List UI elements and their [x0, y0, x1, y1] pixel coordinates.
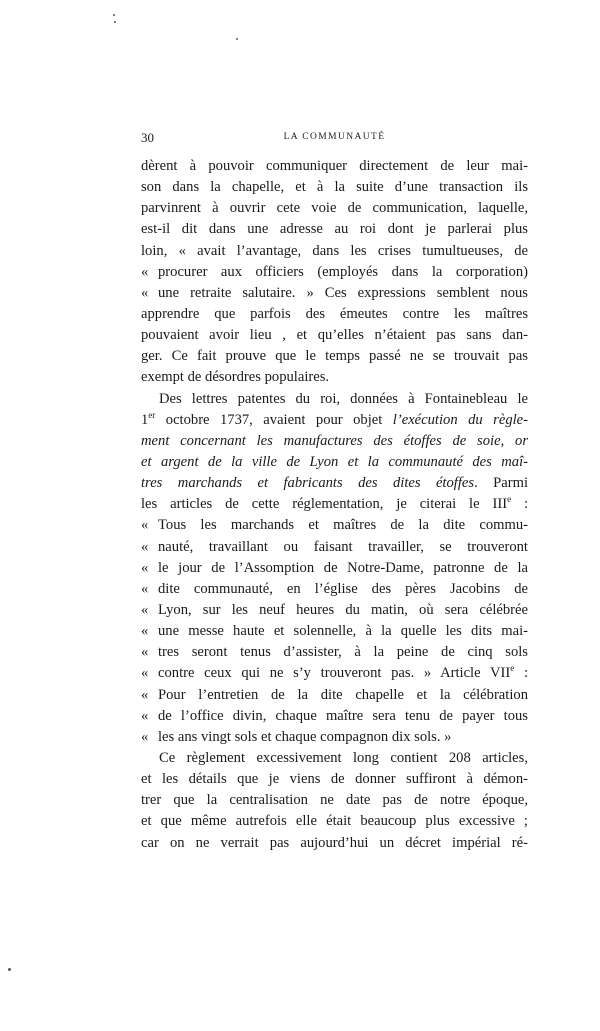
- italic-run: ment concernant les manufactures des étoffes de soie, or: [141, 432, 528, 449]
- quote-text: de l’office divin, chaque maître sera tenu de payer tous: [158, 707, 528, 724]
- quote-text: une messe haute et solennelle, à la quelle les dits mai-: [158, 623, 528, 640]
- text-run: octobre 1737, avaient pour objet: [155, 411, 393, 428]
- quote-mark: «: [141, 284, 149, 301]
- quote-text: Lyon, sur les neuf heures du matin, où sera célébrée: [158, 601, 528, 618]
- text-line: et les détails que je viens de donner suffiront à démon-: [141, 771, 528, 788]
- quote-mark: «: [141, 580, 149, 597]
- quote-mark: «: [141, 538, 149, 555]
- text-line: [141, 473, 528, 494]
- scan-speck: [114, 21, 116, 23]
- text-line: trer que la centralisation ne date pas de notre époque,: [141, 792, 528, 809]
- quote-text: Tous les marchands et maîtres de la dite commu-: [158, 517, 528, 534]
- text-run: :: [511, 496, 528, 513]
- text-line: est-il dit dans une adresse au roi dont je parlerai plus: [141, 221, 528, 238]
- quote-line: [141, 727, 528, 748]
- text-line: [141, 410, 528, 431]
- text-run: . Parmi: [474, 475, 528, 492]
- text-line: loin, « avait l’avantage, dans les crises tumultueuses, de: [141, 242, 528, 259]
- text-line: car on ne verrait pas aujourd’hui un décret impérial ré-: [141, 834, 528, 851]
- superscript: er: [148, 409, 156, 420]
- text-line: son dans la chapelle, et à la suite d’une transaction ils: [141, 179, 528, 196]
- quote-line: [141, 537, 528, 558]
- quote-mark: «: [141, 707, 149, 724]
- quote-mark: «: [141, 644, 149, 661]
- quote-line: [141, 283, 528, 304]
- quote-mark: «: [141, 517, 149, 534]
- quote-line: [141, 579, 528, 600]
- superscript: e: [510, 663, 515, 674]
- text-line: dèrent à pouvoir communiquer directement de leur mai-: [141, 158, 528, 174]
- quote-mark: «: [141, 263, 149, 280]
- quote-text: procurer aux officiers (employés dans la corporation): [158, 263, 528, 280]
- text-line: et que même autrefois elle était beaucoup plus excessive ;: [141, 813, 528, 830]
- running-title: LA COMMUNAUTÉ: [283, 132, 386, 142]
- quote-line: [141, 600, 528, 621]
- text-line: [141, 431, 528, 452]
- quote-text: tres seront tenus d’assister, à la peine de cinq sols: [158, 644, 528, 661]
- quote-text: les ans vingt sols et chaque compagnon dix sols. »: [158, 728, 452, 745]
- text-run: les articles de cette réglementation, je citerai le III: [141, 496, 508, 513]
- scan-speck: [113, 14, 115, 16]
- italic-run: tres marchands et fabricants des dites étoffes: [141, 475, 475, 492]
- text-line: exempt de désordres populaires.: [141, 369, 330, 386]
- scan-speck: [8, 968, 11, 971]
- quote-line: [141, 642, 528, 663]
- page-number: 30: [141, 130, 154, 145]
- quote-text: Pour l’entretien de la dite chapelle et la célébration: [158, 686, 528, 703]
- text-line: parvinrent à ouvrir cete voie de communication, laquelle,: [141, 200, 528, 217]
- italic-run: et argent de la ville de Lyon et la communauté des maî-: [141, 453, 528, 470]
- quote-line: [141, 515, 528, 536]
- quote-mark: «: [141, 728, 149, 745]
- quote-line: [141, 706, 528, 727]
- quote-text: une retraite salutaire. » Ces expressions semblent nous: [158, 284, 528, 301]
- text-line: pouvaient avoir lieu , et qu’elles n’étaient pas sans dan-: [141, 327, 528, 344]
- superscript: e: [507, 494, 512, 505]
- quote-text: le jour de l’Assomption de Notre-Dame, patronne de la: [158, 559, 528, 576]
- text-run: contre ceux qui ne s’y trouveront pas. » Article VII: [158, 665, 511, 682]
- quote-text: dite communauté, en l’église des pères Jacobins de: [158, 580, 528, 597]
- text-line: [141, 494, 528, 515]
- text-line: Des lettres patentes du roi, données à Fontainebleau le: [159, 390, 528, 407]
- text-run: 1: [141, 411, 149, 428]
- quote-line: [141, 685, 528, 706]
- quote-mark: «: [141, 559, 149, 576]
- quote-line: [141, 558, 528, 579]
- text-line: ger. Ce fait prouve que le temps passé ne se trouvait pas: [141, 348, 528, 365]
- quote-text: [158, 663, 528, 684]
- quote-mark: «: [141, 623, 149, 640]
- text-run: :: [514, 665, 528, 682]
- quote-mark: «: [141, 665, 149, 682]
- quote-line: [141, 621, 528, 642]
- quote-text: nauté, travaillant ou faisant travailler, se trouveront: [158, 538, 528, 555]
- quote-line: [141, 663, 528, 684]
- page-header: [141, 130, 528, 150]
- italic-run: l’exécution du règle-: [392, 411, 528, 428]
- quote-mark: «: [141, 601, 149, 618]
- scan-speck: [236, 38, 238, 40]
- quote-mark: «: [141, 686, 149, 703]
- text-line: Ce règlement excessivement long contient 208 articles,: [159, 749, 528, 766]
- quote-line: [141, 262, 528, 283]
- text-line: [141, 452, 528, 473]
- page-body: [141, 156, 528, 854]
- text-line: apprendre que parfois des émeutes contre les maîtres: [141, 305, 528, 322]
